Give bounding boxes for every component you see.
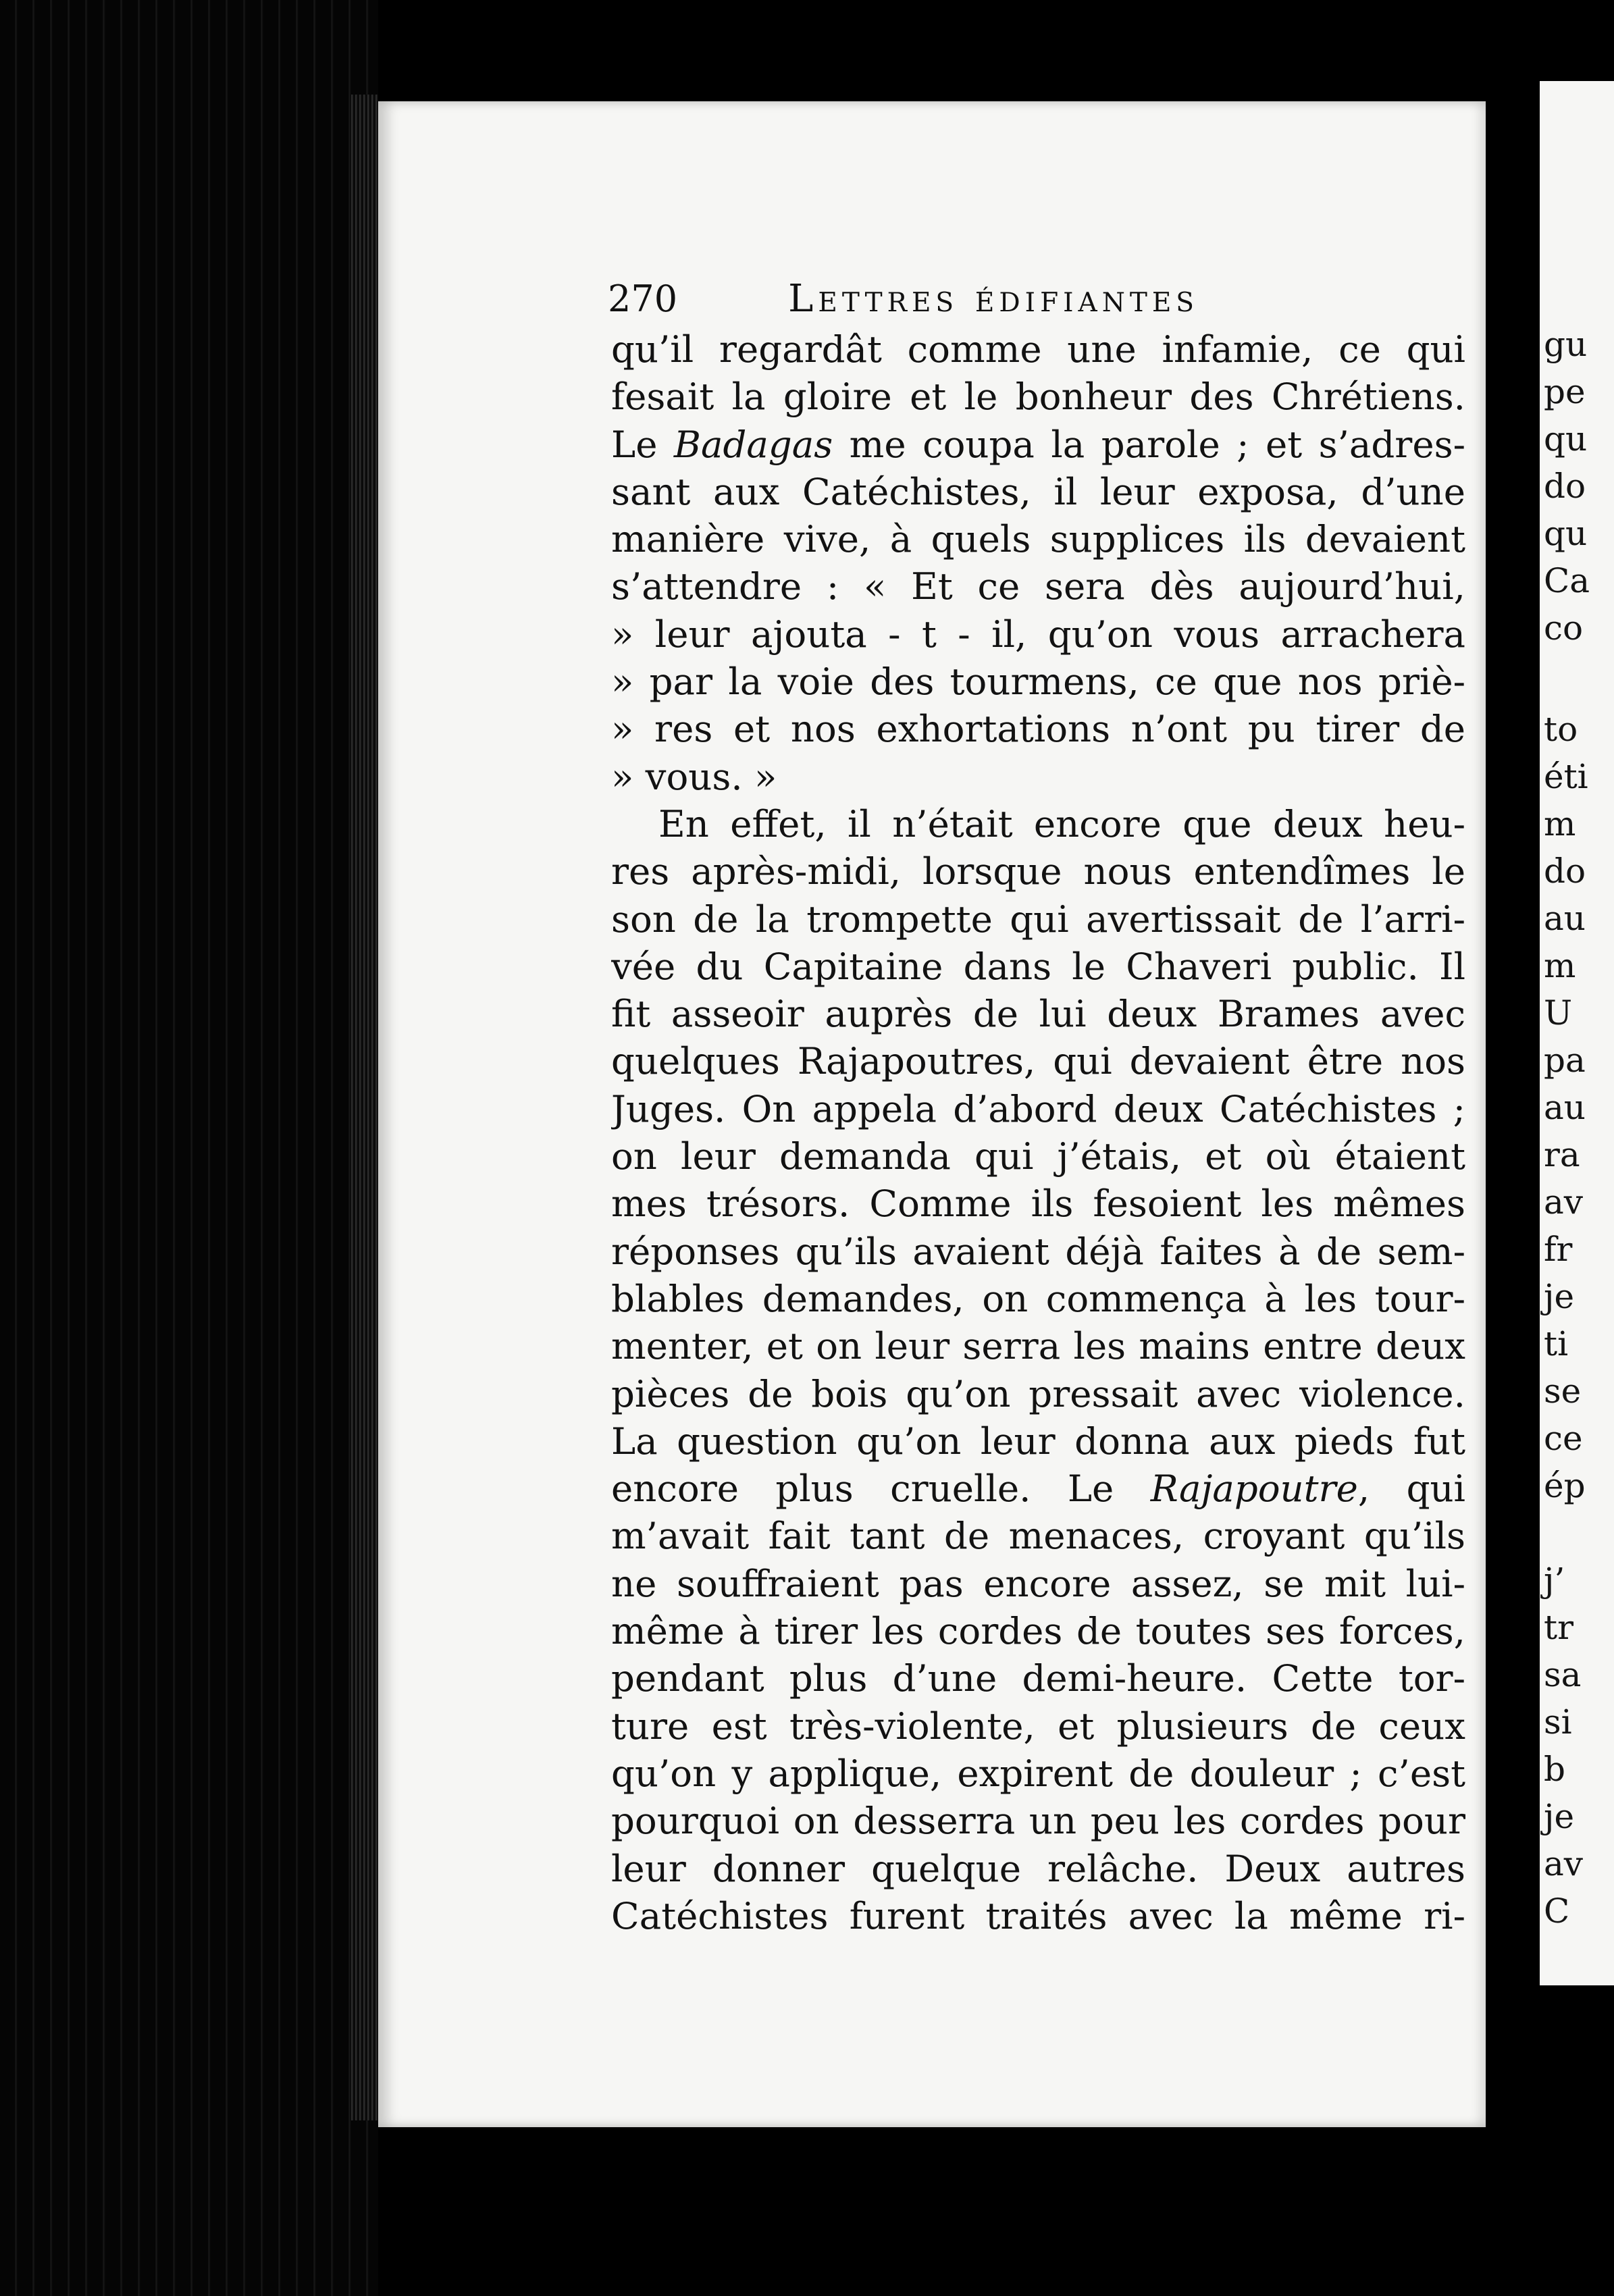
text-line: » par la voie des tourmens, ce que nos priè-	[611, 660, 1465, 704]
text-line: mes trésors. Comme ils fesoient les mêmes	[611, 1182, 1465, 1226]
text-line: La question qu’on leur donna aux pieds fut	[611, 1419, 1465, 1463]
text-line: fit asseoir auprès de lui deux Brames avec	[611, 992, 1465, 1036]
book-spine	[0, 0, 378, 2296]
adjacent-fragment: éti	[1544, 757, 1588, 796]
adjacent-fragment: do	[1544, 852, 1586, 891]
adjacent-fragment: tr	[1544, 1608, 1573, 1647]
page-number: 270	[608, 278, 678, 320]
text-line	[611, 421, 1465, 468]
adjacent-fragment: j’	[1544, 1561, 1565, 1600]
text-line: Catéchistes furent traités avec la même ri-	[611, 1894, 1465, 1937]
text-line: ne souffraient pas encore assez, se mit lui-	[611, 1561, 1465, 1605]
text-line-prefix: Le	[611, 422, 674, 466]
text-line: manière vive, à quels supplices ils devaient	[611, 517, 1465, 561]
text-line: sant aux Catéchistes, il leur exposa, d’une	[611, 469, 1465, 513]
body-text	[611, 325, 1465, 1939]
adjacent-fragment: m	[1544, 946, 1576, 985]
text-line: pourquoi on desserra un peu les cordes pour	[611, 1799, 1465, 1843]
text-line: quelques Rajapoutres, qui devaient être nos	[611, 1039, 1465, 1083]
adjacent-fragment: au	[1544, 1088, 1586, 1127]
adjacent-fragment: to	[1544, 710, 1578, 749]
adjacent-fragment: b	[1544, 1750, 1566, 1789]
adjacent-page	[1540, 81, 1614, 1985]
adjacent-fragment: pe	[1544, 372, 1586, 411]
paragraph-start-line: En effet, il n’était encore que deux heu-	[658, 802, 1465, 845]
adjacent-fragment: je	[1544, 1797, 1575, 1836]
text-line: » leur ajouta - t - il, qu’on vous arrachera	[611, 612, 1465, 656]
text-line: vée du Capitaine dans le Chaveri public. Il	[611, 944, 1465, 988]
adjacent-fragment: co	[1544, 608, 1584, 648]
book-gutter	[1486, 0, 1540, 2296]
adjacent-fragment: ra	[1544, 1135, 1580, 1174]
adjacent-fragment: au	[1544, 899, 1586, 938]
adjacent-fragment: qu	[1544, 514, 1588, 553]
adjacent-fragment: je	[1544, 1277, 1575, 1316]
text-line: pièces de bois qu’on pressait avec violence.	[611, 1372, 1465, 1415]
text-line: on leur demanda qui j’étais, et où étaient	[611, 1134, 1465, 1178]
text-line: res après-midi, lorsque nous entendîmes le	[611, 850, 1465, 893]
text-line: même à tirer les cordes de toutes ses forces,	[611, 1609, 1465, 1653]
adjacent-fragment: av	[1544, 1182, 1584, 1222]
text-line: » vous. »	[611, 754, 777, 798]
text-line: s’attendre : « Et ce sera dès aujourd’hui,	[611, 565, 1465, 608]
adjacent-fragment: si	[1544, 1702, 1572, 1742]
adjacent-fragment: ti	[1544, 1324, 1569, 1363]
adjacent-fragment: av	[1544, 1844, 1584, 1883]
page-header	[608, 276, 1452, 323]
page-edges	[351, 95, 378, 2120]
text-line-suffix: me coupa la parole ; et s’adres-	[833, 422, 1465, 466]
text-line: leur donner quelque relâche. Deux autres	[611, 1846, 1465, 1890]
adjacent-fragment: ép	[1544, 1466, 1586, 1505]
text-line: qu’il regardât comme une infamie, ce qui	[611, 328, 1465, 371]
adjacent-fragment: se	[1544, 1372, 1582, 1411]
text-line: pendant plus d’une demi-heure. Cette tor-	[611, 1656, 1465, 1700]
italic-term-rajapoutre: Rajapoutre	[1150, 1467, 1358, 1511]
adjacent-fragment: ce	[1544, 1419, 1583, 1458]
running-title: Lettres édifiantes	[788, 277, 1199, 321]
text-line: qu’on y applique, expirent de douleur ; c’est	[611, 1751, 1465, 1795]
text-line: m’avait fait tant de menaces, croyant qu’ils	[611, 1514, 1465, 1558]
adjacent-fragment: sa	[1544, 1655, 1582, 1694]
text-line: » res et nos exhortations n’ont pu tirer de	[611, 707, 1465, 751]
adjacent-fragment: gu	[1544, 325, 1588, 364]
text-line: blables demandes, on commença à les tour-	[611, 1276, 1465, 1320]
text-line-prefix: encore plus cruelle. Le	[611, 1467, 1151, 1511]
italic-term-badagas: Badagas	[673, 422, 833, 466]
adjacent-fragment: pa	[1544, 1041, 1586, 1080]
adjacent-fragment: Ca	[1544, 561, 1590, 600]
adjacent-fragment: qu	[1544, 419, 1588, 459]
adjacent-fragment: U	[1544, 993, 1573, 1033]
text-line: Juges. On appela d’abord deux Catéchistes ;	[611, 1087, 1465, 1130]
text-line: fesait la gloire et le bonheur des Chrétiens.	[611, 375, 1465, 419]
text-line-suffix: , qui	[1357, 1467, 1465, 1511]
adjacent-fragment: do	[1544, 467, 1586, 506]
text-line: menter, et on leur serra les mains entre deux	[611, 1324, 1465, 1368]
text-line: ture est très-violente, et plusieurs de ceux	[611, 1704, 1465, 1748]
text-line: son de la trompette qui avertissait de l’arri-	[611, 897, 1465, 941]
adjacent-fragment: C	[1544, 1891, 1570, 1931]
text-line	[611, 1465, 1465, 1512]
adjacent-fragment: fr	[1544, 1230, 1573, 1269]
text-line: réponses qu’ils avaient déjà faites à de sem-	[611, 1229, 1465, 1273]
adjacent-fragment: m	[1544, 804, 1576, 843]
